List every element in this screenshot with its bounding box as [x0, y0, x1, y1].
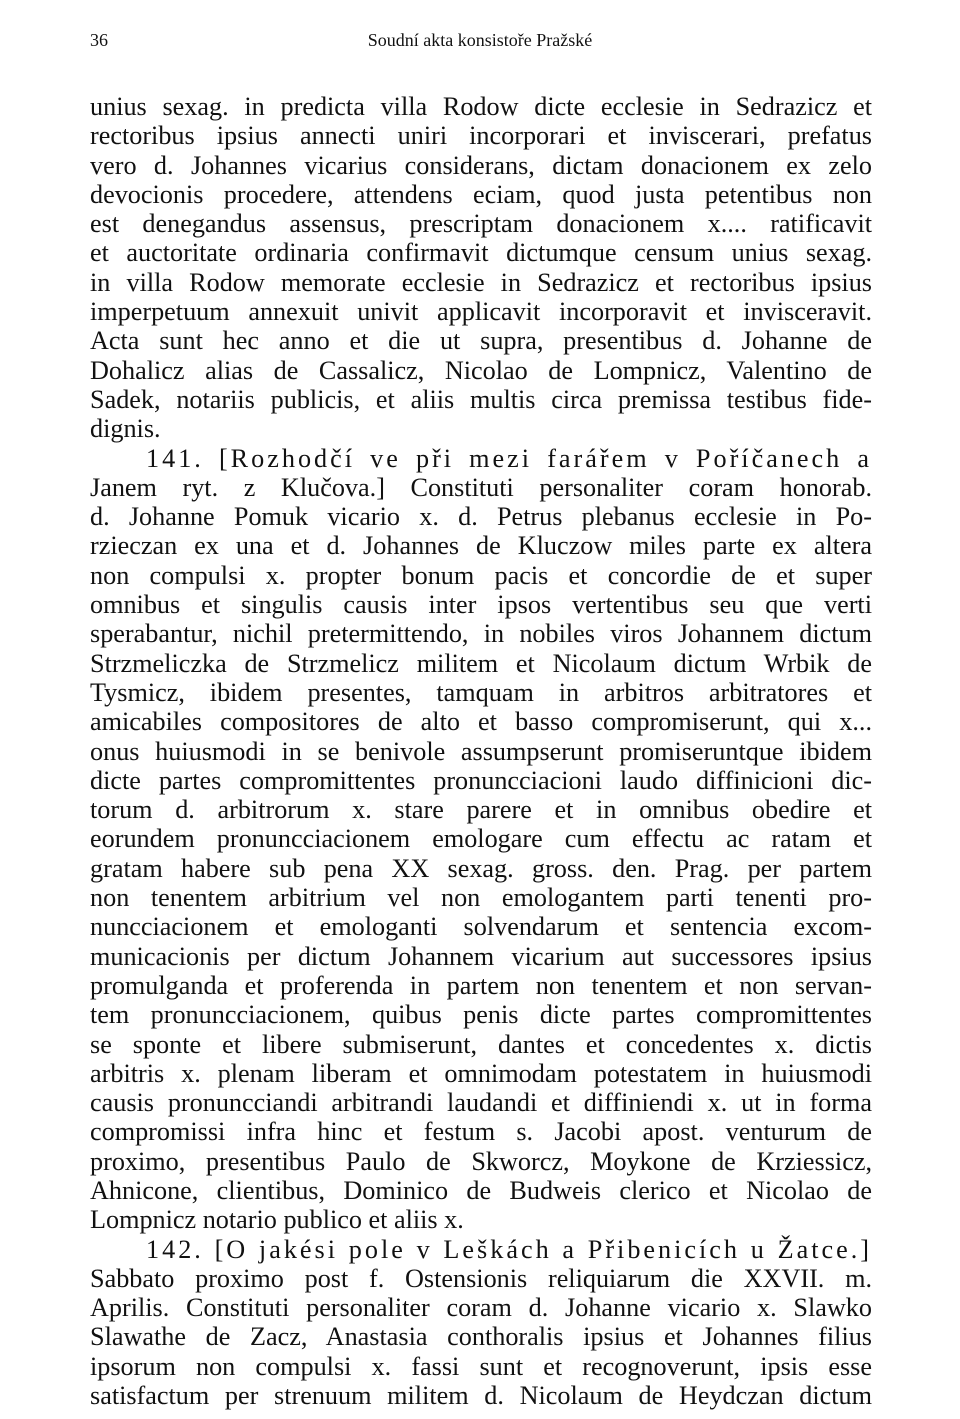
text-line: Sadek, notariis publicis, et aliis multis circa premissa testibus fide-	[90, 384, 872, 414]
body-text	[90, 92, 872, 1410]
text-line: onus huiusmodi in se benivole assumpserunt promiseruntque ibidem	[90, 736, 872, 766]
text-line: eorundem pronuncciacionem emologare cum effectu ac ratam et	[90, 824, 872, 854]
text-line: dicte partes compromittentes pronuncciacioni laudo diffinicioni dic-	[90, 765, 872, 795]
text-line: tem pronuncciacionem, quibus penis dicte partes compromittentes	[90, 1000, 872, 1030]
text-line: promulganda et proferenda in partem non tenentem et non servan-	[90, 970, 872, 1000]
text-line: non compulsi x. propter bonum pacis et concordie de et super	[90, 560, 872, 590]
text-line: vero d. Johannes vicarius considerans, dictam donacionem ex zelo	[90, 150, 872, 180]
text-line: arbitris x. plenam liberam et omnimodam potestatem in huiusmodi	[90, 1058, 872, 1088]
text-line: unius sexag. in predicta villa Rodow dicte ecclesie in Sedrazicz et	[90, 92, 872, 121]
text-line: causis pronuncciandi arbitrandi laudandi et diffiniendi x. ut in forma	[90, 1088, 872, 1118]
page-number: 36	[90, 30, 108, 50]
text-line: Sabbato proximo post f. Ostensionis reliquiarum die XXVII. m.	[90, 1263, 872, 1293]
text-line: est denegandus assensus, prescriptam donacionem x.... ratificavit	[90, 209, 872, 239]
text-line: et auctoritate ordinaria confirmavit dictumque censum unius sexag.	[90, 238, 872, 268]
text-line: Tysmicz, ibidem presentes, tamquam in arbitros arbitratores et	[90, 677, 872, 707]
text-line: ipsorum non compulsi x. fassi sunt et recognoverunt, ipsis esse	[90, 1351, 872, 1381]
entry-heading-141: 141. [Rozhodčí ve při mezi farářem v Poříčanech a	[146, 443, 872, 473]
page-header	[90, 30, 870, 58]
text-line: in villa Rodow memorate ecclesie in Sedrazicz et rectoribus ipsius	[90, 267, 872, 297]
text-line: rzieczan ex una et d. Johannes de Kluczow miles parte ex altera	[90, 531, 872, 561]
text-line: gratam habere sub pena XX sexag. gross. den. Prag. per partem	[90, 853, 872, 883]
text-line: Aprilis. Constituti personaliter coram d. Johanne vicario x. Slawko	[90, 1293, 872, 1323]
text-line: Lompnicz notario publico et aliis x.	[90, 1205, 464, 1235]
text-line: municacionis per dictum Johannem vicarium aut successores ipsius	[90, 941, 872, 971]
text-line: compromissi infra hinc et festum s. Jacobi apost. venturum de	[90, 1117, 872, 1147]
text-line: omnibus et singulis causis inter ipsos vertentibus seu que verti	[90, 590, 872, 620]
entry-heading-142: 142. [O jakési pole v Leškách a Přibenicích u Žatce.]	[146, 1234, 872, 1264]
text-line: Slawathe de Zacz, Anastasia conthoralis ipsius et Johannes filius	[90, 1322, 872, 1352]
text-line: amicabiles compositores de alto et basso compromiserunt, qui x...	[90, 707, 872, 737]
text-line: rectoribus ipsius annecti uniri incorporari et inviscerari, prefatus	[90, 121, 872, 151]
running-title: Soudní akta konsistoře Pražské	[367, 30, 593, 50]
text-line: d. Johanne Pomuk vicario x. d. Petrus plebanus ecclesie in Po-	[90, 502, 872, 532]
text-line: Acta sunt hec anno et die ut supra, presentibus d. Johanne de	[90, 326, 872, 356]
text-line: sperabantur, nichil pretermittendo, in nobiles viros Johannem dictum	[90, 619, 872, 649]
text-line: devocionis procedere, attendens eciam, quod justa petentibus non	[90, 179, 872, 209]
text-line: imperpetuum annexuit univit applicavit incorporavit et invisceravit.	[90, 297, 872, 327]
text-line: Janem ryt. z Klučova.] Constituti personaliter coram honorab.	[90, 472, 872, 502]
text-line: nuncciacionem et emologanti solvendarum et sentencia excom-	[90, 912, 872, 942]
text-line: Ahnicone, clientibus, Dominico de Budweis clerico et Nicolao de	[90, 1175, 872, 1205]
text-line: non tenentem arbitrium vel non emologantem parti tenenti pro-	[90, 883, 872, 913]
text-line: Dohalicz alias de Cassalicz, Nicolao de Lompnicz, Valentino de	[90, 355, 872, 385]
text-line: Strzmeliczka de Strzmelicz militem et Nicolaum dictum Wrbik de	[90, 648, 872, 678]
text-line: proximo, presentibus Paulo de Skworcz, Moykone de Krziessicz,	[90, 1146, 872, 1176]
text-line: torum d. arbitrorum x. stare parere et in omnibus obedire et	[90, 795, 872, 825]
text-line: se sponte et libere submiserunt, dantes et concedentes x. dictis	[90, 1029, 872, 1059]
text-line: satisfactum per strenuum militem d. Nicolaum de Heydczan dictum	[90, 1381, 872, 1411]
text-line: dignis.	[90, 414, 161, 444]
